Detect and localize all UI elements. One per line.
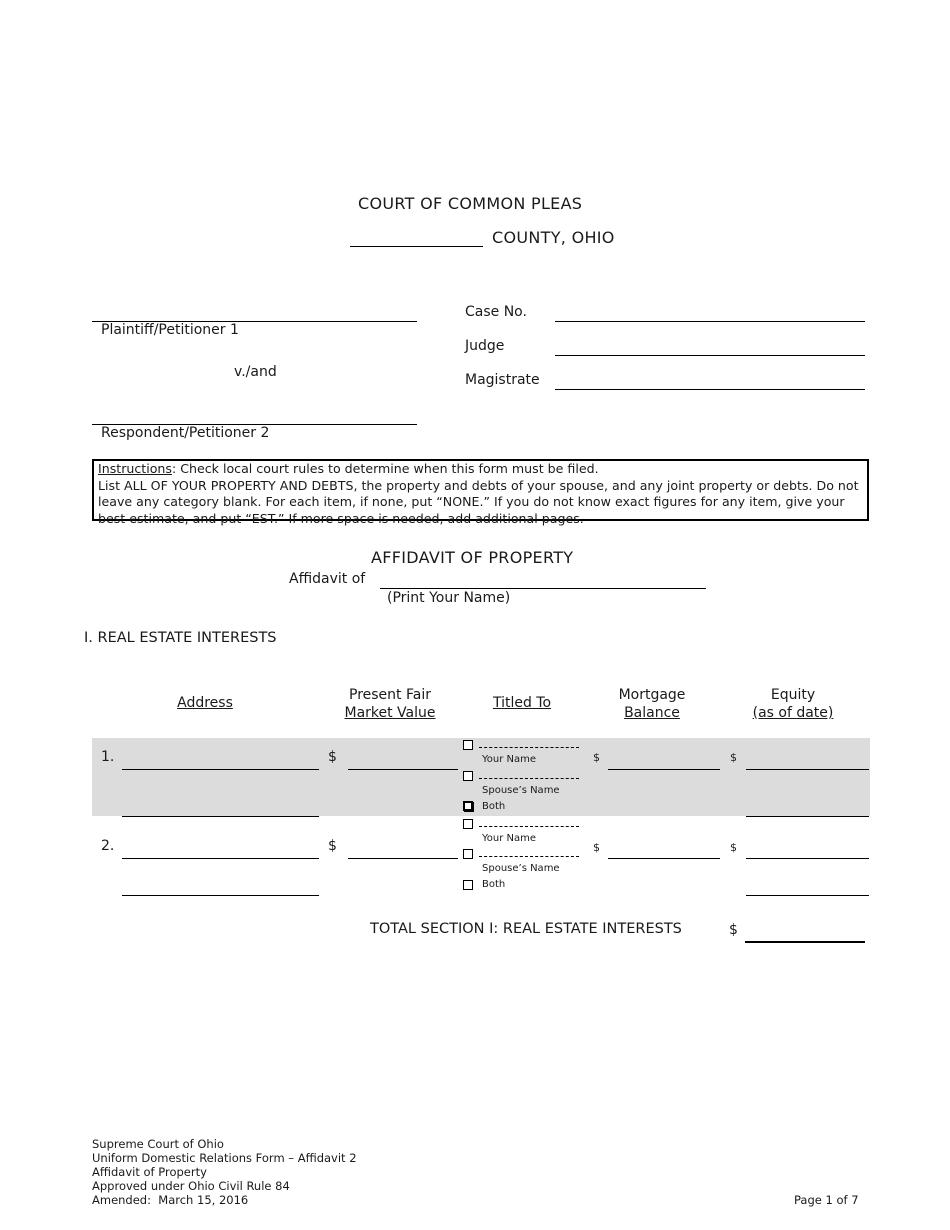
instructions-box bbox=[92, 459, 869, 526]
county-label: COUNTY, OHIO bbox=[492, 228, 615, 247]
row-2-fmv-dollar: $ bbox=[328, 838, 337, 854]
row-1-background bbox=[92, 738, 870, 816]
row-2-fmv-field[interactable] bbox=[348, 858, 458, 859]
section-heading: I. REAL ESTATE INTERESTS bbox=[84, 630, 277, 646]
total-label: TOTAL SECTION I: REAL ESTATE INTERESTS bbox=[370, 921, 682, 937]
instructions-line1: : Check local court rules to determine when this form must be filed. bbox=[171, 461, 599, 476]
row-1-mortgage-dollar: $ bbox=[593, 751, 600, 764]
affiant-name-field[interactable] bbox=[380, 588, 706, 589]
magistrate-field[interactable] bbox=[555, 389, 865, 390]
row-1-fmv-field[interactable] bbox=[348, 769, 458, 770]
instructions-label: Instructions bbox=[98, 461, 172, 476]
row-1-your-name-label: Your Name bbox=[482, 754, 537, 765]
court-title: COURT OF COMMON PLEAS bbox=[358, 194, 583, 213]
row-2-your-name-checkbox[interactable] bbox=[463, 819, 473, 829]
row-2-spouse-name-label: Spouse’s Name bbox=[482, 863, 560, 874]
row-1-spouse-name-checkbox[interactable] bbox=[463, 771, 473, 781]
row-1-both-checkbox[interactable] bbox=[463, 801, 473, 811]
col-mortgage-line1: Mortgage bbox=[618, 687, 686, 703]
county-name-field[interactable] bbox=[350, 246, 483, 247]
judge-label: Judge bbox=[465, 338, 505, 354]
total-dollar: $ bbox=[729, 922, 738, 938]
row-1-both-label: Both bbox=[482, 801, 506, 812]
row-2-address-line2[interactable] bbox=[122, 895, 319, 896]
row-1-equity-field[interactable] bbox=[746, 769, 869, 770]
row-2-your-name-label: Your Name bbox=[482, 833, 537, 844]
total-field[interactable] bbox=[745, 941, 865, 943]
row-1-equity-date-field[interactable] bbox=[746, 816, 869, 817]
row-2-number: 2. bbox=[101, 838, 115, 854]
col-titled-to: Titled To bbox=[492, 695, 552, 711]
row-1-your-name-checkbox[interactable] bbox=[463, 740, 473, 750]
footer-line1: Supreme Court of Ohio bbox=[92, 1137, 224, 1151]
col-mortgage bbox=[592, 686, 712, 722]
row-1-equity-dollar: $ bbox=[730, 751, 737, 764]
row-2-address-line1[interactable] bbox=[122, 858, 319, 859]
versus-label: v./and bbox=[234, 364, 277, 380]
case-no-label: Case No. bbox=[465, 304, 527, 320]
row-1-address-line2[interactable] bbox=[122, 816, 319, 817]
page-number: Page 1 of 7 bbox=[794, 1193, 859, 1207]
col-equity-line2: (as of date) bbox=[752, 705, 834, 721]
footer-line2: Uniform Domestic Relations Form – Affidavit 2 bbox=[92, 1151, 357, 1165]
affidavit-of-label: Affidavit of bbox=[289, 571, 366, 587]
row-2-spouse-name-field[interactable] bbox=[479, 856, 579, 857]
row-2-equity-date-field[interactable] bbox=[746, 895, 869, 896]
instructions-first-line bbox=[98, 461, 863, 478]
footer-line4: Approved under Ohio Civil Rule 84 bbox=[92, 1179, 290, 1193]
plaintiff-label: Plaintiff/Petitioner 1 bbox=[101, 322, 239, 338]
row-1-your-name-field[interactable] bbox=[479, 747, 579, 748]
row-2-both-checkbox[interactable] bbox=[463, 880, 473, 890]
row-1-spouse-name-field[interactable] bbox=[479, 778, 579, 779]
row-2-equity-field[interactable] bbox=[746, 858, 869, 859]
row-2-your-name-field[interactable] bbox=[479, 826, 579, 827]
print-name-hint: (Print Your Name) bbox=[387, 590, 511, 606]
judge-field[interactable] bbox=[555, 355, 865, 356]
case-no-field[interactable] bbox=[555, 321, 865, 322]
col-fmv bbox=[330, 686, 450, 722]
row-1-address-line1[interactable] bbox=[122, 769, 319, 770]
row-1-fmv-dollar: $ bbox=[328, 749, 337, 765]
col-address: Address bbox=[177, 695, 233, 711]
row-2-both-label: Both bbox=[482, 879, 506, 890]
col-fmv-line2: Market Value bbox=[344, 705, 436, 721]
row-2-spouse-name-checkbox[interactable] bbox=[463, 849, 473, 859]
row-1-number: 1. bbox=[101, 749, 115, 765]
row-2-equity-dollar: $ bbox=[730, 841, 737, 854]
respondent-label: Respondent/Petitioner 2 bbox=[101, 425, 270, 441]
affidavit-title: AFFIDAVIT OF PROPERTY bbox=[371, 548, 574, 567]
col-equity bbox=[733, 686, 853, 722]
magistrate-label: Magistrate bbox=[465, 372, 540, 388]
row-1-spouse-name-label: Spouse’s Name bbox=[482, 785, 560, 796]
instructions-body: List ALL OF YOUR PROPERTY AND DEBTS, the property and debts of your spouse, and any joint property or debts. Do not leave any category blank. For each item, if none, put “NONE.” If you do not know exact figures for any item, give your best estimate, and put “EST.” If more space is needed, add additional pages. bbox=[98, 477, 859, 526]
row-2-mortgage-dollar: $ bbox=[593, 841, 600, 854]
col-mortgage-line2: Balance bbox=[624, 705, 680, 721]
col-fmv-line1: Present Fair bbox=[349, 687, 431, 703]
col-equity-line1: Equity bbox=[770, 687, 816, 703]
footer-line5: Amended: March 15, 2016 bbox=[92, 1193, 249, 1207]
footer-line3: Affidavit of Property bbox=[92, 1165, 207, 1179]
row-2-mortgage-field[interactable] bbox=[608, 858, 720, 859]
footer-block bbox=[92, 1137, 357, 1207]
row-1-mortgage-field[interactable] bbox=[608, 769, 720, 770]
